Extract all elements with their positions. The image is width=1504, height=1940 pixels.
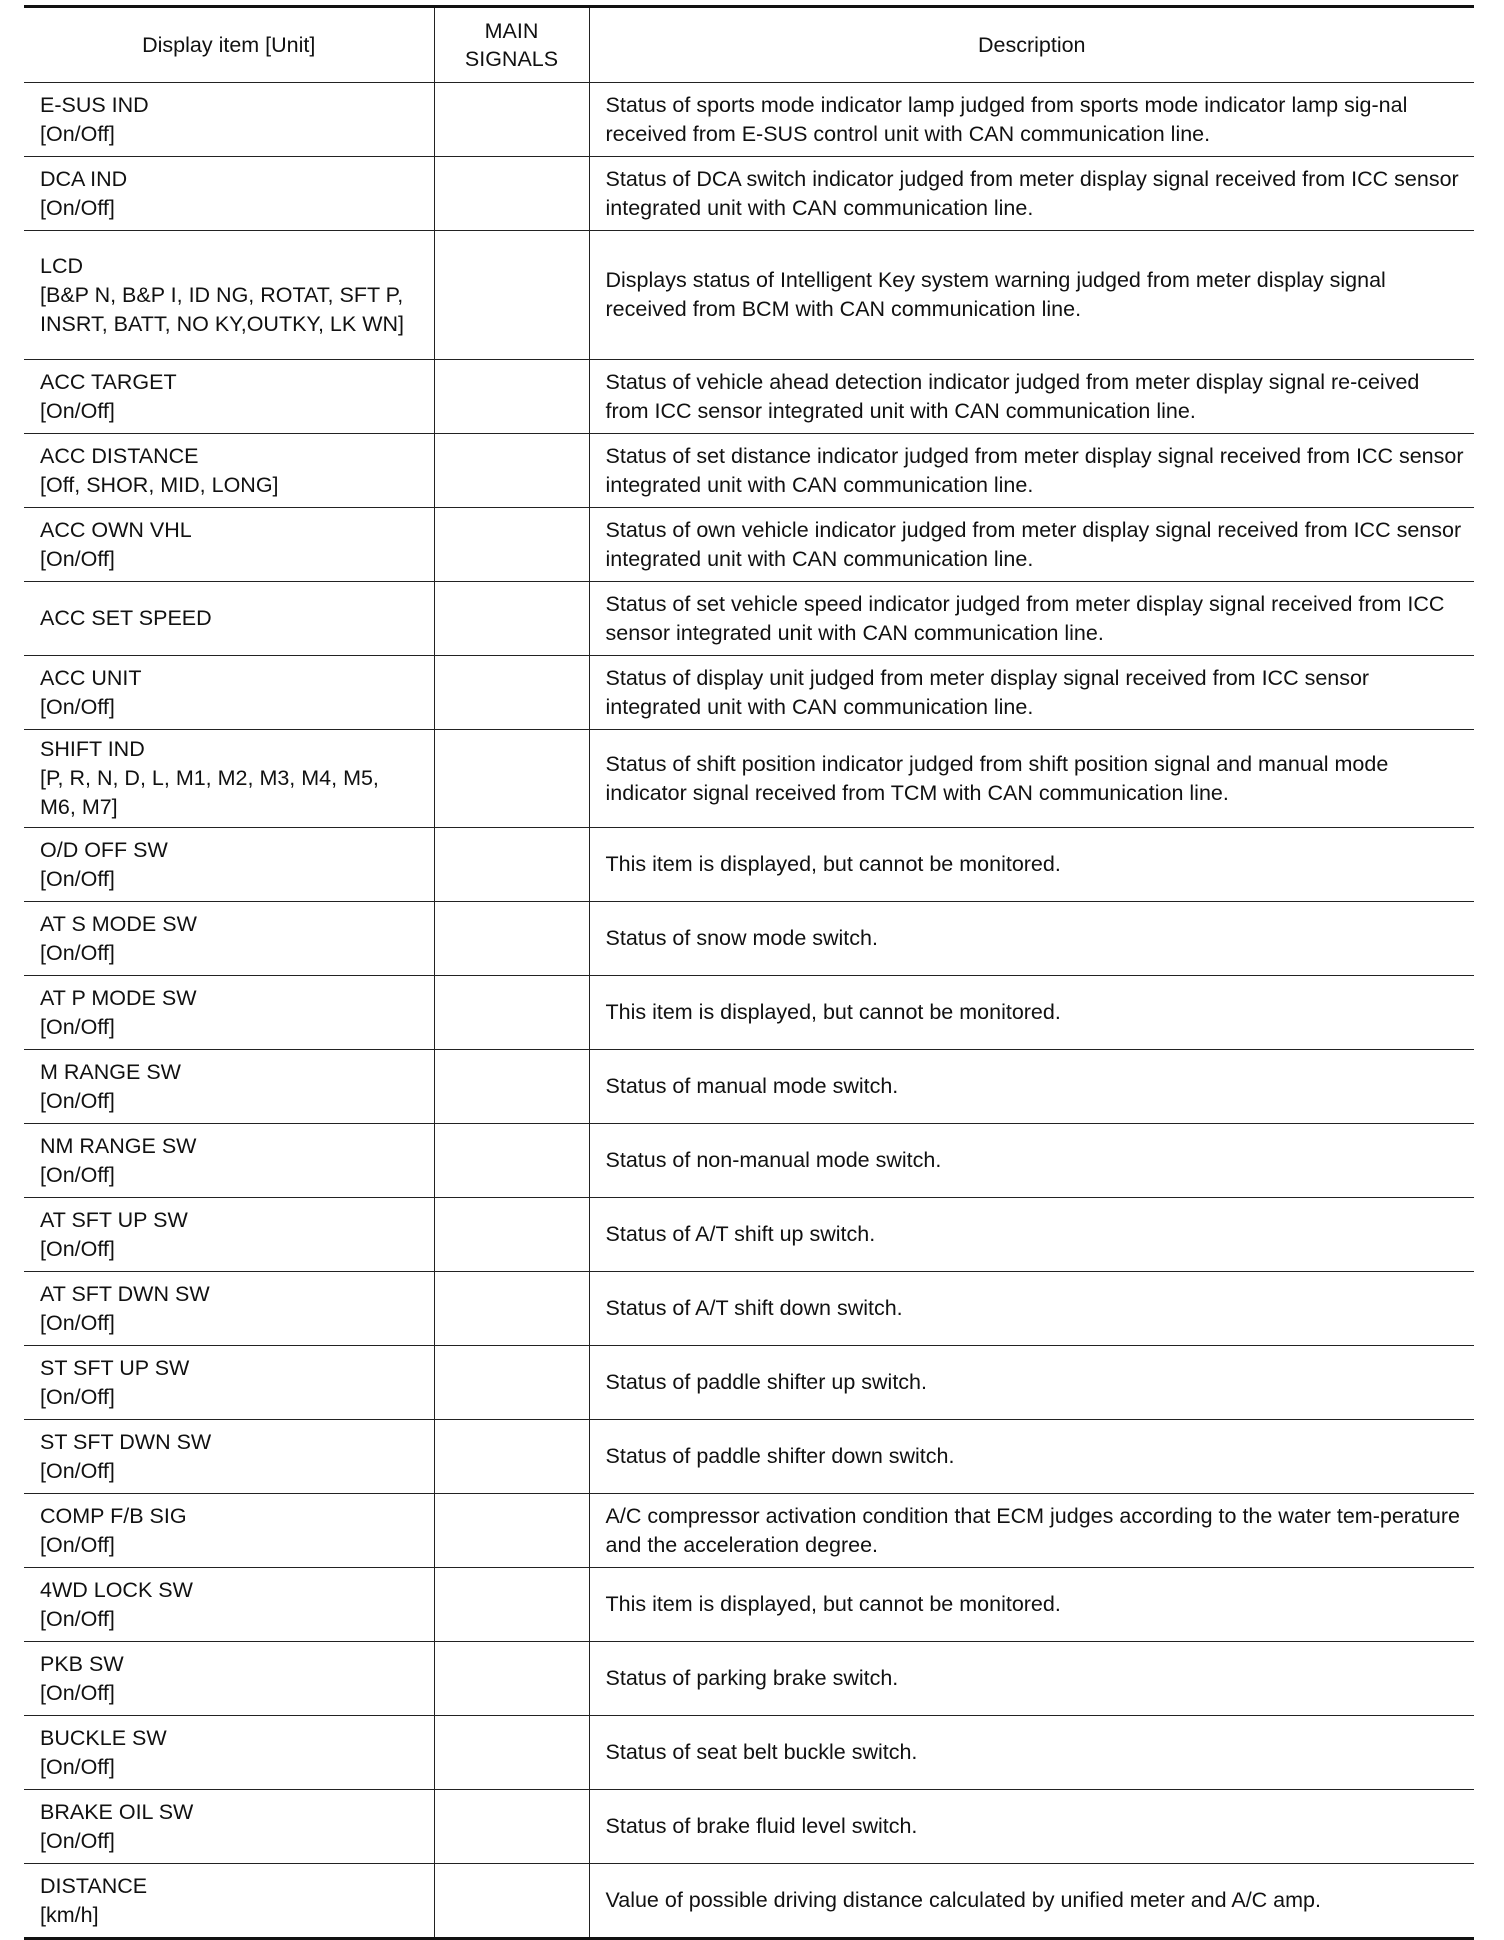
item-cell (24, 360, 434, 434)
item-name: 4WD LOCK SW (40, 1577, 193, 1602)
item-unit: [On/Off] (40, 1828, 115, 1853)
item-cell (24, 231, 434, 360)
item-cell (24, 1864, 434, 1939)
item-name: ST SFT UP SW (40, 1355, 190, 1380)
description-cell: Status of A/T shift up switch. (589, 1198, 1474, 1272)
item-unit: [B&P N, B&P I, ID NG, ROTAT, SFT P, INSRT, BATT, NO KY,OUTKY, LK WN] (40, 282, 404, 336)
description-cell: Status of vehicle ahead detection indicator judged from meter display signal re-ceived from ICC sensor integrated unit with CAN communication line. (589, 360, 1474, 434)
item-unit: [km/h] (40, 1902, 99, 1927)
main-signals-cell (434, 902, 589, 976)
table-row (24, 83, 1474, 157)
item-name: BRAKE OIL SW (40, 1799, 194, 1824)
main-signals-cell (434, 508, 589, 582)
item-cell (24, 1790, 434, 1864)
header-description: Description (589, 7, 1474, 83)
description-cell: Status of non-manual mode switch. (589, 1124, 1474, 1198)
item-name: ACC OWN VHL (40, 517, 192, 542)
item-unit: [On/Off] (40, 195, 115, 220)
description-cell: Status of brake fluid level switch. (589, 1790, 1474, 1864)
item-cell (24, 730, 434, 828)
item-cell (24, 656, 434, 730)
main-signals-cell (434, 83, 589, 157)
item-unit: [On/Off] (40, 1606, 115, 1631)
item-cell (24, 1420, 434, 1494)
item-name: AT S MODE SW (40, 911, 197, 936)
item-unit: [On/Off] (40, 121, 115, 146)
table-row (24, 1790, 1474, 1864)
description-cell: Displays status of Intelligent Key system warning judged from meter display signal received from BCM with CAN communication line. (589, 231, 1474, 360)
item-name: AT P MODE SW (40, 985, 197, 1010)
description-cell: A/C compressor activation condition that ECM judges according to the water tem-perature and the acceleration degree. (589, 1494, 1474, 1568)
description-cell: Status of DCA switch indicator judged from meter display signal received from ICC sensor integrated unit with CAN communication line. (589, 157, 1474, 231)
description-cell: Value of possible driving distance calculated by unified meter and A/C amp. (589, 1864, 1474, 1939)
item-name: AT SFT UP SW (40, 1207, 188, 1232)
main-signals-cell (434, 1864, 589, 1939)
item-name: M RANGE SW (40, 1059, 181, 1084)
main-signals-cell (434, 1346, 589, 1420)
table-header-row (24, 7, 1474, 83)
description-cell: Status of A/T shift down switch. (589, 1272, 1474, 1346)
main-signals-cell (434, 1124, 589, 1198)
item-unit: [On/Off] (40, 1236, 115, 1261)
item-unit: [On/Off] (40, 1680, 115, 1705)
table-row (24, 1124, 1474, 1198)
document-page (24, 5, 1474, 1940)
main-signals-cell (434, 434, 589, 508)
main-signals-cell (434, 231, 589, 360)
table-row (24, 902, 1474, 976)
table-row (24, 1864, 1474, 1939)
item-unit: [P, R, N, D, L, M1, M2, M3, M4, M5, M6, M7] (40, 766, 379, 819)
item-cell (24, 1494, 434, 1568)
item-name: ACC SET SPEED (40, 606, 212, 630)
description-cell: Status of seat belt buckle switch. (589, 1716, 1474, 1790)
header-main-signals-line2: SIGNALS (464, 47, 559, 71)
item-cell (24, 1346, 434, 1420)
description-cell: Status of sports mode indicator lamp judged from sports mode indicator lamp sig-nal received from E-SUS control unit with CAN communication line. (589, 83, 1474, 157)
item-name: E-SUS IND (40, 92, 149, 117)
table-row (24, 656, 1474, 730)
table-row (24, 508, 1474, 582)
table-row (24, 1494, 1474, 1568)
description-cell: Status of display unit judged from meter display signal received from ICC sensor integrated unit with CAN communication line. (589, 656, 1474, 730)
table-row (24, 1420, 1474, 1494)
description-cell: Status of set distance indicator judged from meter display signal received from ICC sensor integrated unit with CAN communication line. (589, 434, 1474, 508)
table-row (24, 434, 1474, 508)
table-row (24, 1346, 1474, 1420)
item-unit: [On/Off] (40, 866, 115, 891)
item-unit: [On/Off] (40, 1088, 115, 1113)
item-unit: [On/Off] (40, 1532, 115, 1557)
item-unit: [On/Off] (40, 1014, 115, 1039)
table-row (24, 157, 1474, 231)
table-row (24, 828, 1474, 902)
table-row (24, 1198, 1474, 1272)
description-cell: This item is displayed, but cannot be monitored. (589, 976, 1474, 1050)
item-unit: [On/Off] (40, 940, 115, 965)
item-unit: [On/Off] (40, 546, 115, 571)
item-unit: [On/Off] (40, 694, 115, 719)
item-unit: [On/Off] (40, 1458, 115, 1483)
item-cell (24, 1642, 434, 1716)
item-name: BUCKLE SW (40, 1725, 167, 1750)
item-unit: [On/Off] (40, 1754, 115, 1779)
item-name: LCD (40, 253, 84, 278)
table-row (24, 976, 1474, 1050)
item-cell (24, 1568, 434, 1642)
item-cell (24, 1272, 434, 1346)
item-cell (24, 582, 434, 656)
main-signals-cell (434, 730, 589, 828)
item-cell (24, 1198, 434, 1272)
main-signals-cell (434, 1568, 589, 1642)
table-row (24, 360, 1474, 434)
display-item-table (24, 5, 1474, 1940)
header-main-signals (434, 7, 589, 83)
main-signals-cell (434, 1050, 589, 1124)
description-cell: Status of set vehicle speed indicator judged from meter display signal received from ICC sensor integrated unit with CAN communication line. (589, 582, 1474, 656)
item-name: ACC TARGET (40, 369, 177, 394)
main-signals-cell (434, 828, 589, 902)
description-cell: This item is displayed, but cannot be monitored. (589, 1568, 1474, 1642)
main-signals-cell (434, 1420, 589, 1494)
main-signals-cell (434, 1272, 589, 1346)
item-cell (24, 508, 434, 582)
item-cell (24, 976, 434, 1050)
main-signals-cell (434, 1494, 589, 1568)
item-cell (24, 1716, 434, 1790)
main-signals-cell (434, 976, 589, 1050)
item-name: ST SFT DWN SW (40, 1429, 212, 1454)
item-name: PKB SW (40, 1651, 124, 1676)
main-signals-cell (434, 582, 589, 656)
main-signals-cell (434, 1716, 589, 1790)
table-row (24, 730, 1474, 828)
table-row (24, 1050, 1474, 1124)
item-cell (24, 1050, 434, 1124)
item-unit: [On/Off] (40, 398, 115, 423)
item-unit: [On/Off] (40, 1384, 115, 1409)
description-cell: Status of own vehicle indicator judged from meter display signal received from ICC sensor integrated unit with CAN communication line. (589, 508, 1474, 582)
header-display-item: Display item [Unit] (24, 7, 434, 83)
main-signals-cell (434, 157, 589, 231)
main-signals-cell (434, 1790, 589, 1864)
description-cell: This item is displayed, but cannot be monitored. (589, 828, 1474, 902)
item-name: AT SFT DWN SW (40, 1281, 210, 1306)
description-cell: Status of snow mode switch. (589, 902, 1474, 976)
item-name: ACC DISTANCE (40, 443, 199, 468)
description-cell: Status of parking brake switch. (589, 1642, 1474, 1716)
main-signals-cell (434, 656, 589, 730)
item-cell (24, 83, 434, 157)
item-cell (24, 828, 434, 902)
item-cell (24, 434, 434, 508)
description-cell: Status of paddle shifter up switch. (589, 1346, 1474, 1420)
description-cell: Status of shift position indicator judged from shift position signal and manual mode indicator signal received from TCM with CAN communication line. (589, 730, 1474, 828)
table-row (24, 1568, 1474, 1642)
table-row (24, 1642, 1474, 1716)
table-row (24, 1272, 1474, 1346)
item-cell (24, 1124, 434, 1198)
item-name: ACC UNIT (40, 665, 142, 690)
item-unit: [On/Off] (40, 1162, 115, 1187)
item-name: COMP F/B SIG (40, 1503, 187, 1528)
table-row (24, 582, 1474, 656)
main-signals-cell (434, 1198, 589, 1272)
item-cell (24, 157, 434, 231)
item-name: DISTANCE (40, 1873, 148, 1898)
description-cell: Status of manual mode switch. (589, 1050, 1474, 1124)
table-row (24, 231, 1474, 360)
description-cell: Status of paddle shifter down switch. (589, 1420, 1474, 1494)
item-unit: [Off, SHOR, MID, LONG] (40, 472, 279, 497)
item-name: O/D OFF SW (40, 837, 168, 862)
table-row (24, 1716, 1474, 1790)
main-signals-cell (434, 360, 589, 434)
header-main-signals-line1: MAIN (484, 19, 539, 43)
item-name: SHIFT IND (40, 737, 145, 761)
main-signals-cell (434, 1642, 589, 1716)
item-name: NM RANGE SW (40, 1133, 197, 1158)
item-unit: [On/Off] (40, 1310, 115, 1335)
item-name: DCA IND (40, 166, 128, 191)
item-cell (24, 902, 434, 976)
